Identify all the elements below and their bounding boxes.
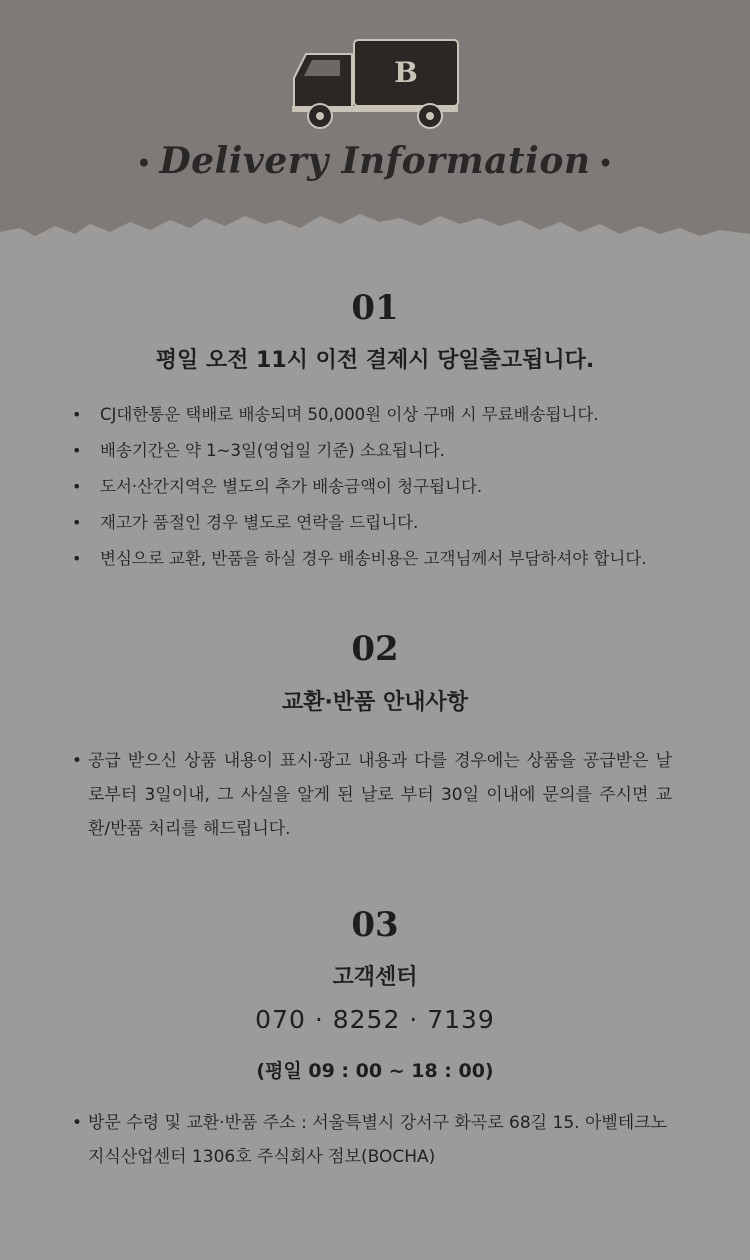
list-item: • 변심으로 교환, 반품을 하실 경우 배송비용은 고객님께서 부담하셔야 합니다. bbox=[70, 547, 710, 583]
section-heading-1: 평일 오전 11시 이전 결제시 당일출고됩니다. bbox=[155, 348, 595, 373]
logo-mark: B bbox=[394, 56, 418, 89]
delivery-truck-icon bbox=[290, 38, 460, 130]
page-title-text: Delivery Information bbox=[159, 140, 591, 182]
list-item: • 배송기간은 약 1~3일(영업일 기준) 소요됩니다. bbox=[70, 439, 710, 475]
business-hours: (평일 09 : 00 ~ 18 : 00) bbox=[256, 1060, 494, 1082]
title-dot-right: • bbox=[598, 151, 614, 177]
section-number-1: 01 bbox=[351, 288, 399, 328]
section-heading-2: 교환·반품 안내사항 bbox=[281, 690, 469, 715]
list-item: • 재고가 품절인 경우 별도로 연락을 드립니다. bbox=[70, 511, 710, 547]
address-notice bbox=[72, 1106, 672, 1174]
exchange-return-text: 공급 받으신 상품 내용이 표시·광고 내용과 다를 경우에는 상품을 공급받은 날로부터 3일이내, 그 사실을 알게 된 날로 부터 30일 이내에 문의를 주시면 교환/반품 처리를 해드립니다. bbox=[88, 751, 672, 839]
section-heading-3: 고객센터 bbox=[332, 965, 418, 990]
list-item: • 도서·산간지역은 별도의 추가 배송금액이 청구됩니다. bbox=[70, 475, 710, 511]
phone-number: 070 · 8252 · 7139 bbox=[255, 1005, 495, 1034]
exchange-return-notice bbox=[72, 744, 672, 846]
list-item: • CJ대한통운 택배로 배송되며 50,000원 이상 구매 시 무료배송됩니다. bbox=[70, 403, 710, 439]
bullet: • bbox=[72, 751, 83, 771]
torn-paper-edge bbox=[0, 210, 750, 255]
section-number-2: 02 bbox=[351, 629, 399, 669]
title-dot-left: • bbox=[136, 151, 152, 177]
address-text: 방문 수령 및 교환·반품 주소 : 서울특별시 강서구 화곡로 68길 15. 아벨테크노 지식산업센터 1306호 주식회사 점보(BOCHA) bbox=[88, 1113, 668, 1167]
bullet: • bbox=[72, 1113, 83, 1133]
page-title bbox=[0, 140, 750, 182]
delivery-info-list bbox=[70, 403, 710, 583]
section-number-3: 03 bbox=[351, 905, 399, 945]
